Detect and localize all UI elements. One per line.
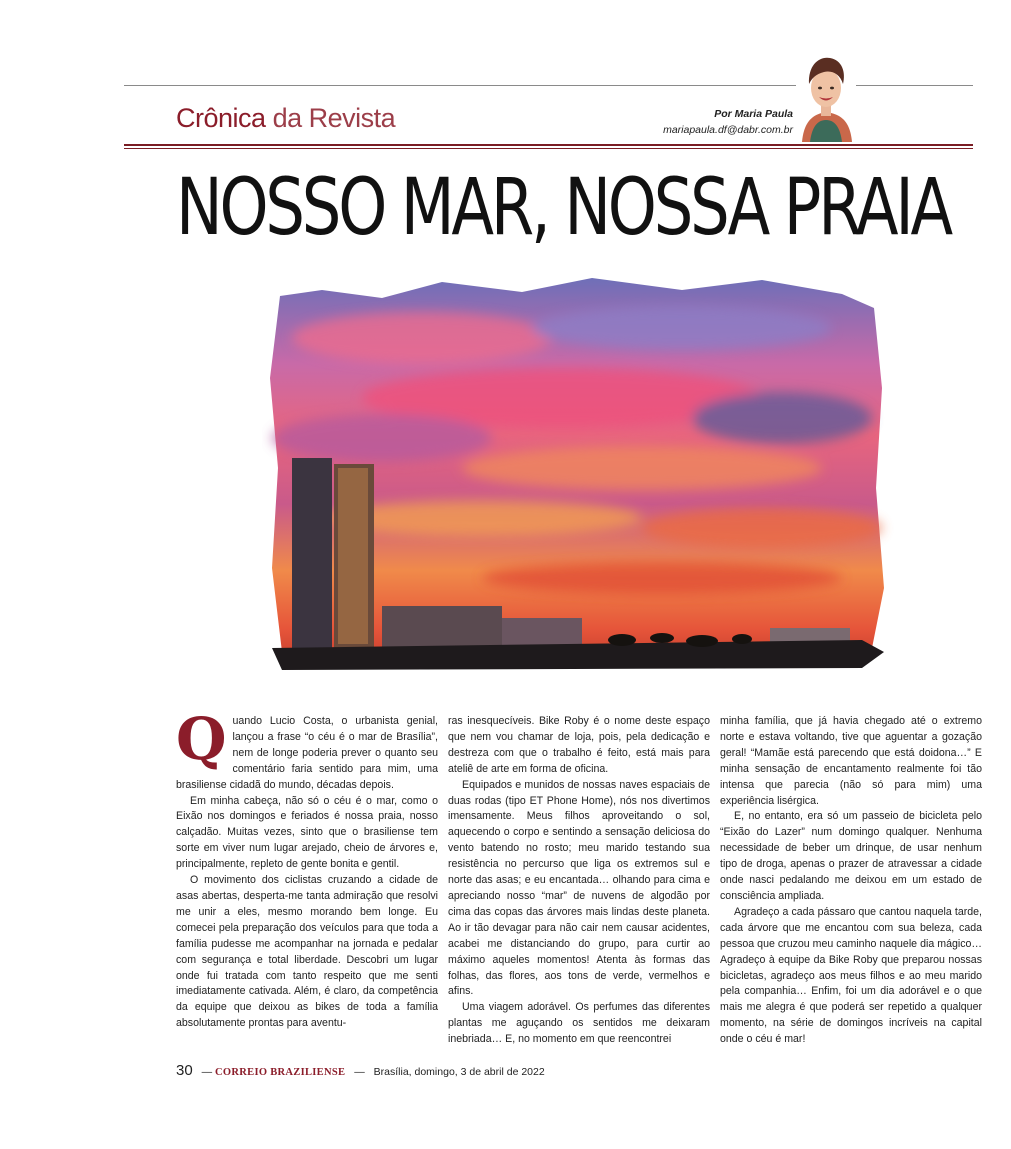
paragraph: uando Lucio Costa, o urbanista genial, lançou a frase “o céu é o mar de Brasília”, nem de longe poderia prever o quanto seu comentário faria sentido para mim, uma brasiliense cidadã do mundo, décadas depois. bbox=[176, 715, 438, 791]
headline: NOSSO MAR, NOSSA PRAIA bbox=[176, 163, 951, 253]
paragraph: Em minha cabeça, não só o céu é o mar, como o Eixão nos domingos e feriados é nossa praia, nosso calçadão. Muitas vezes, sinto que o brasiliense tem sorte em viver num lugar arejado, cheio de árvores e, principalmente, repleto de gente bonita e gentil. bbox=[176, 794, 438, 871]
author-photo bbox=[796, 50, 856, 142]
byline bbox=[663, 106, 793, 138]
drop-cap: Q bbox=[176, 705, 227, 773]
header-rule-thin bbox=[124, 148, 973, 149]
section-title bbox=[176, 103, 395, 134]
paragraph: minha família, que já havia chegado até o extremo norte e estava voltando, tive que aguentar a gozação geral! “Mamãe está parecendo que está doidona…” E minha sensação de encantamento realmente foi tão intensa que parecia (não só para mim) uma experiência lisérgica. bbox=[720, 715, 982, 807]
footer-dash: — bbox=[201, 1066, 213, 1078]
header-rule-red bbox=[124, 144, 973, 146]
article-column-1 bbox=[176, 705, 438, 1032]
section-title-part2: da Revista bbox=[272, 103, 396, 133]
paragraph: E, no entanto, era só um passeio de bicicleta pelo “Eixão do Lazer” num domingo qualquer. Nenhuma necessidade de beber um drinque, de usar nenhum tipo de droga, apenas o prazer de atravessar a cidade onde nasci pedalando me deixou em um estado de consciência ampliada. bbox=[720, 810, 982, 902]
paragraph: O movimento dos ciclistas cruzando a cidade de asas abertas, desperta-me tanta admiração que resolvi me unir a eles, mesmo morando bem longe. Eu comecei pela preparação dos veículos para que toda a família pudesse me acompanhar na jornada e pedalar com segurança e total liberdade. Descobri um lugar onde fui tratada com tanto respeito que me senti imediatamente cativada. Além, é claro, da competência da equipe que deixou as bikes de toda a família absolutamente prontas para aventu- bbox=[176, 874, 438, 1030]
issue-date: Brasília, domingo, 3 de abril de 2022 bbox=[373, 1066, 545, 1078]
paragraph: Uma viagem adorável. Os perfumes das diferentes plantas me aguçando os sentidos me deixaram inebriada… E, no momento em que reencontrei bbox=[448, 1001, 710, 1046]
paragraph: Agradeço a cada pássaro que cantou naquela tarde, cada árvore que me encantou com sua beleza, cada pessoa que cruzou meu caminho naquele dia mágico… Agradeço à equipe da Bike Roby que preparou nossas bicicletas, agradeço aos meus filhos e ao meu marido pela companhia… Enfim, foi um dia adorável e o que mais me alegra é que poderá ser repetido a qualquer momento, na série de domingos incríveis na capital onde o céu é mar! bbox=[720, 905, 982, 1046]
article-column-3 bbox=[720, 714, 982, 1048]
sunset-brasilia-illustration bbox=[262, 268, 894, 688]
footer-dash: — bbox=[354, 1066, 365, 1078]
article-column-2 bbox=[448, 714, 710, 1048]
page-number: 30 bbox=[176, 1062, 193, 1079]
author-email: mariapaula.df@dabr.com.br bbox=[663, 124, 793, 136]
paragraph: ras inesquecíveis. Bike Roby é o nome deste espaço que nem vou chamar de loja, pois, pela dedicação e destreza com que o trabalho é feito, está mais para ateliê de arte em forma de oficina. bbox=[448, 715, 710, 775]
author-name: Por Maria Paula bbox=[714, 108, 793, 120]
paragraph: Equipados e munidos de nossas naves espaciais de duas rodas (tipo ET Phone Home), nós nos divertimos imensamente. Meus filhos aproveitando o sol, aquecendo o corpo e sentindo a sensação deliciosa do vento batendo no rosto; meu marido testando sua resistência no percurso que liga os extremos sul e norte das asas; e eu encantada… olhando para cima e apreciando nosso “mar” de nuvens de algodão por cima das copas das árvores mais lindas deste planeta. Ao ir tão devagar para não cair nem causar acidentes, acabei me distanciando do grupo, para curtir ao máximo aqueles momentos! Atenta às formas das folhas, das flores, aos tons de verde, vermelhos e afins. bbox=[448, 778, 710, 998]
page-footer bbox=[176, 1062, 545, 1079]
section-title-part1: Crônica bbox=[176, 103, 266, 133]
publication-name: CORREIO BRAZILIENSE bbox=[215, 1067, 346, 1078]
